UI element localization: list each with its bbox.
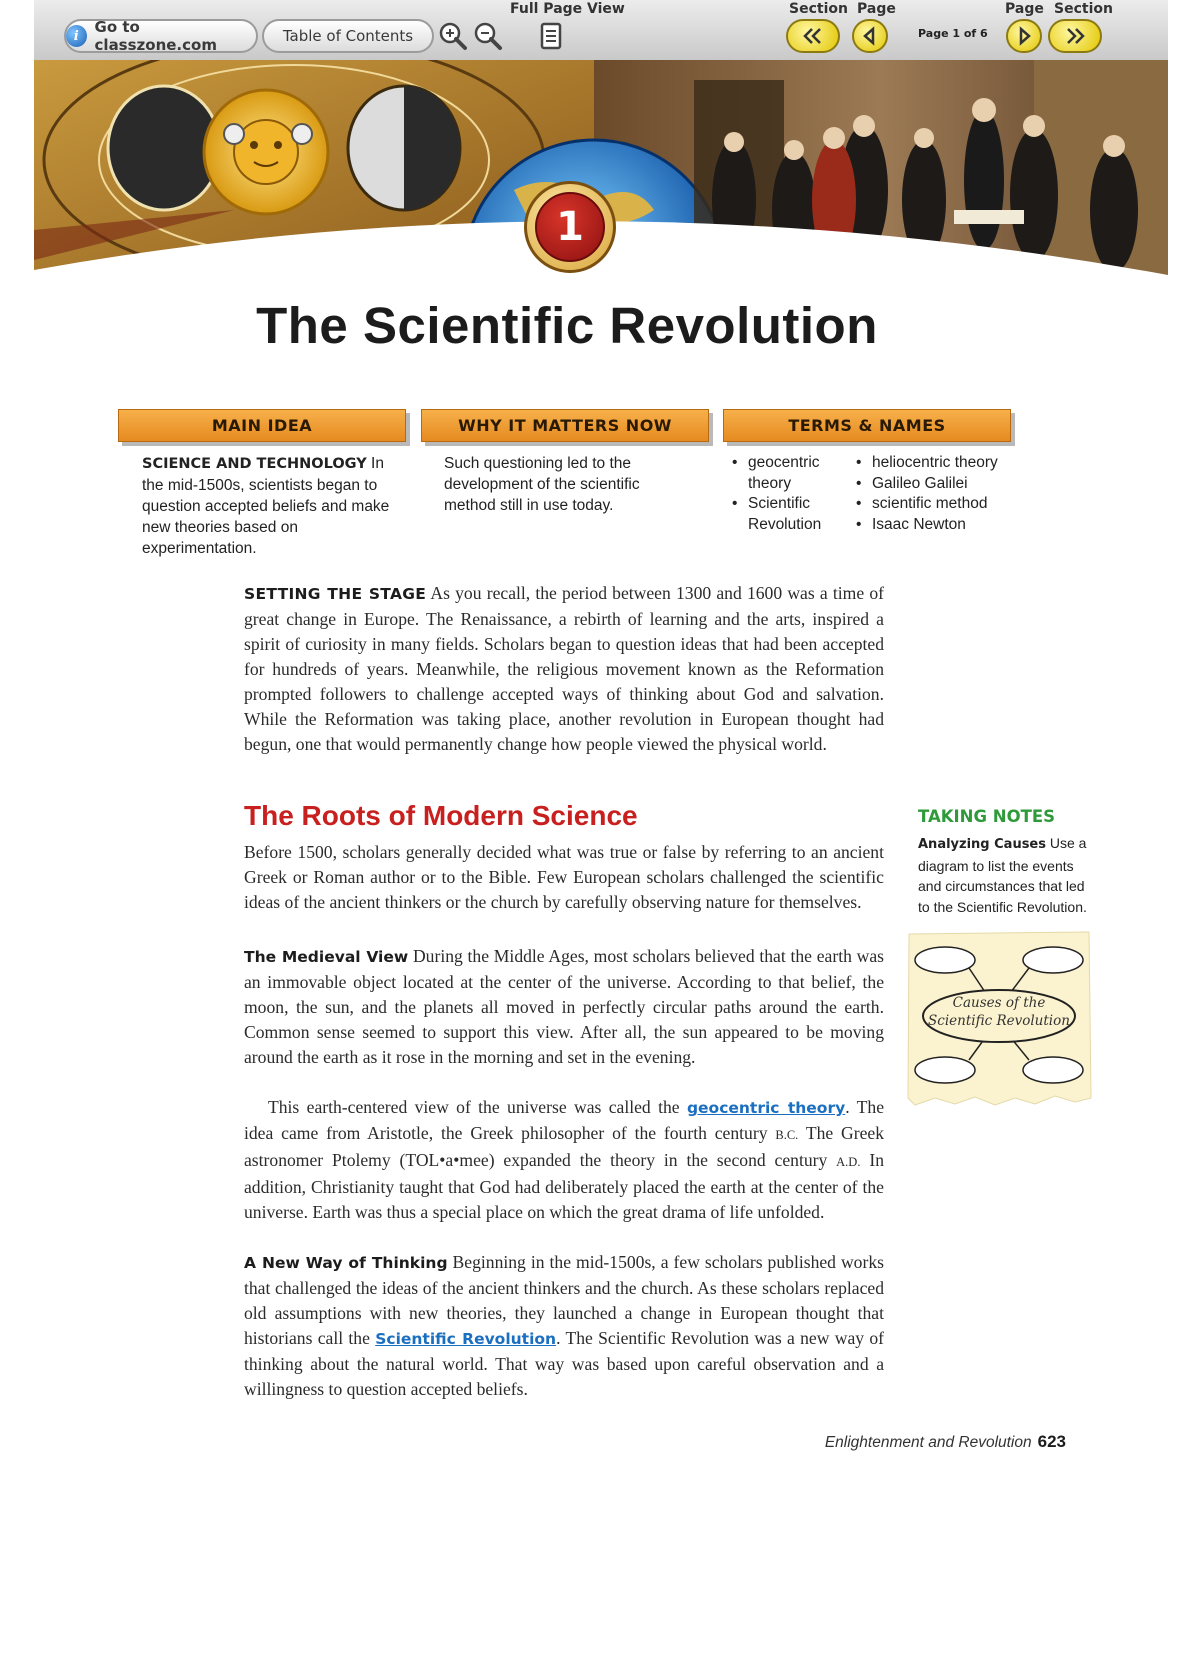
page-icon (536, 21, 566, 51)
page-footer (780, 1432, 1066, 1452)
new-way-subhead: A New Way of Thinking (244, 1254, 448, 1272)
geo-text-post-3: In addition, Christianity taught that God had deliberately placed the earth at the center of the universe. Earth was thus a special place on which the great drama of life unfolded. (244, 1150, 884, 1222)
classzone-label: Go to classzone.com (94, 18, 217, 54)
toc-label: Table of Contents (282, 27, 414, 45)
footer-book-title: Enlightenment and Revolution (824, 1434, 1032, 1451)
cause-diagram-label (918, 994, 1080, 1030)
terms-names-heading: TERMS & NAMES (723, 409, 1011, 442)
term-item[interactable]: • heliocentric theory (856, 453, 1026, 474)
why-it-matters-heading: WHY IT MATTERS NOW (421, 409, 709, 442)
previous-page-button[interactable] (852, 19, 888, 53)
terms-list-right (856, 453, 1026, 535)
main-idea-lead: SCIENCE AND TECHNOLOGY (142, 456, 367, 472)
main-idea-text (142, 453, 392, 559)
globe-icon: i (66, 25, 87, 47)
ad-abbrev: A.D. (836, 1155, 861, 1169)
chapter-number-badge (524, 181, 616, 273)
previous-section-button[interactable] (786, 19, 840, 53)
next-section-button[interactable] (1048, 19, 1102, 53)
geo-text-post-2: The Greek astronomer Ptolemy (TOL•a•mee) expanded the theory in the second century (244, 1123, 884, 1170)
page-title: The Scientific Revolution (256, 297, 878, 354)
term-item[interactable]: • scientific method (856, 494, 1026, 515)
medieval-view-paragraph (244, 944, 884, 1070)
page-indicator: Page 1 of 6 (918, 27, 988, 40)
section-intro-paragraph: Before 1500, scholars generally decided what was true or false by referring to an ancient Greek or Roman author or to the Bible. Few European scholars challenged the scientific ideas of the ancient thinkers or the church by carefully observing nature for themselves. (244, 842, 884, 912)
taking-notes-lead: Analyzing Causes (918, 837, 1046, 852)
page-caption-right: Page (1005, 1, 1044, 17)
toolbar (34, 0, 1168, 60)
main-idea-heading: MAIN IDEA (118, 409, 406, 442)
cause-diagram-label-line2: Scientific Revolution (928, 1013, 1070, 1029)
geo-text-pre: This earth-centered view of the universe was called the (268, 1097, 687, 1117)
section-caption-left: Section (789, 1, 848, 17)
why-it-matters-text: Such questioning led to the development of the scientific method still in use today. (444, 455, 640, 514)
page-caption-left: Page (857, 1, 896, 17)
next-page-button[interactable] (1006, 19, 1042, 53)
zoom-in-icon (438, 21, 468, 51)
double-chevron-left-icon (800, 26, 826, 46)
chapter-number: 1 (535, 192, 605, 262)
section-heading: The Roots of Modern Science (244, 800, 638, 831)
geo-text-post-1: . The idea came from Aristotle, the Greek philosopher of the fourth century (244, 1097, 884, 1143)
term-item[interactable]: • geocentric theory (732, 453, 847, 494)
classzone-button[interactable] (64, 19, 258, 53)
main-idea-body: In the mid-1500s, scientists began to question accepted beliefs and make new theories based on experimentation. (142, 455, 390, 557)
new-way-text-post: . The Scientific Revolution was a new way of thinking about the natural world. That way was based upon careful observation and a willingness to question accepted beliefs. (244, 1328, 885, 1399)
zoom-out-icon (473, 21, 503, 51)
taking-notes-body: Use a diagram to list the events and circumstances that led to the Scientific Revolution. (918, 835, 1087, 915)
full-page-view-button[interactable] (534, 19, 568, 53)
zoom-out-button[interactable] (471, 19, 505, 53)
footer-page-number: 623 (1037, 1432, 1066, 1451)
terms-list-left (732, 453, 847, 535)
setting-the-stage-paragraph (244, 581, 884, 757)
bc-abbrev: B.C. (775, 1128, 799, 1142)
medieval-view-text: During the Middle Ages, most scholars believed that the earth was an immovable object located at the center of the universe. According to that belief, the moon, the sun, and the planets all moved in perfectly circular paths around the earth. Common sense seemed to support this view. After all, the sun appeared to be moving around the earth as it rose in the morning and set in the evening. (244, 946, 885, 1067)
new-way-paragraph (244, 1250, 884, 1402)
double-chevron-right-icon (1062, 26, 1088, 46)
term-item[interactable]: • Galileo Galilei (856, 474, 1026, 495)
table-of-contents-button[interactable] (262, 19, 434, 53)
scientific-revolution-link[interactable]: Scientific Revolution (375, 1330, 557, 1348)
term-item[interactable]: • Scientific Revolution (732, 494, 847, 535)
chevron-left-icon (857, 26, 883, 46)
zoom-in-button[interactable] (436, 19, 470, 53)
geocentric-theory-link[interactable]: geocentric theory (686, 1099, 846, 1117)
taking-notes-title: TAKING NOTES (918, 807, 1056, 826)
setting-the-stage-lead: SETTING THE STAGE (244, 585, 427, 603)
geocentric-paragraph (244, 1095, 884, 1225)
full-page-view-caption: Full Page View (510, 1, 625, 17)
new-way-text-pre: Beginning in the mid-1500s, a few scholars published works that challenged the ideas of the ancient thinkers and the church. As these scholars replaced old assumptions with new theories, they launched a change in European thought that historians call the (244, 1252, 884, 1348)
taking-notes-text (918, 833, 1088, 917)
section-caption-right: Section (1054, 1, 1113, 17)
chevron-right-icon (1011, 26, 1037, 46)
medieval-view-subhead: The Medieval View (244, 948, 409, 966)
term-item[interactable]: • Isaac Newton (856, 515, 1026, 536)
setting-the-stage-text: As you recall, the period between 1300 and 1600 was a time of great change in Europe. The Renaissance, a rebirth of learning and the arts, inspired a spirit of curiosity in many fields. Scholars began to question ideas that had been accepted for hundreds of years. Meanwhile, the religious movement known as the Reformation prompted followers to challenge accepted ways of thinking about God and salvation. While the Reformation was taking place, another revolution in European thought had begun, one that would permanently change how people viewed the physical world. (244, 583, 884, 754)
cause-diagram-label-line1: Causes of the (952, 995, 1046, 1011)
